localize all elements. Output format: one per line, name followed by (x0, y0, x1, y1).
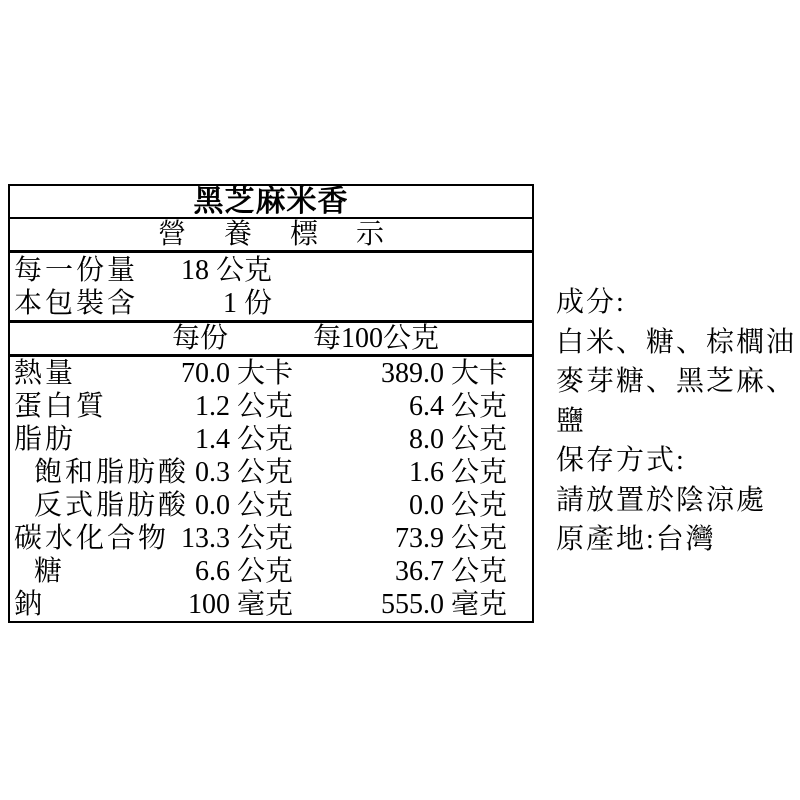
product-title-row (10, 186, 532, 219)
row-per-100g: 36.7 公克 (394, 555, 507, 587)
row-label: 飽和脂肪酸 (34, 456, 190, 488)
origin-line: 原產地:台灣 (556, 524, 716, 555)
row-label: 熱量 (14, 357, 77, 389)
servings-per-package-row (10, 288, 532, 323)
product-info-block (556, 283, 796, 560)
row-per-100g: 389.0 大卡 (380, 357, 507, 389)
row-protein (10, 390, 532, 423)
row-label: 脂肪 (14, 423, 77, 455)
row-per-100g: 8.0 公克 (408, 423, 507, 455)
ingredients-line: 鹽 (556, 405, 587, 437)
row-label: 反式脂肪酸 (34, 489, 190, 521)
row-saturated-fat (10, 456, 532, 489)
row-sodium (10, 588, 532, 621)
row-per-serving: 1.4 公克 (194, 423, 293, 455)
row-per-serving: 1.2 公克 (194, 390, 293, 422)
row-energy (10, 357, 532, 390)
row-per-serving: 6.6 公克 (194, 555, 293, 587)
row-per-serving: 0.0 公克 (194, 489, 293, 521)
row-trans-fat (10, 489, 532, 522)
row-fat (10, 423, 532, 456)
row-per-100g: 73.9 公克 (394, 522, 507, 554)
ingredients-line: 麥芽糖、黑芝麻、 (556, 366, 797, 397)
row-carbohydrate (10, 522, 532, 555)
row-per-serving: 70.0 大卡 (180, 357, 293, 389)
col-header-per-100g: 每100公克 (313, 322, 440, 354)
row-per-100g: 555.0 毫克 (380, 588, 507, 620)
row-per-serving: 100 毫克 (187, 588, 293, 620)
row-per-100g: 0.0 公克 (408, 489, 507, 521)
servings-label: 本包裝含 (14, 288, 139, 319)
ingredients-heading: 成分: (556, 287, 626, 318)
serving-size-value: 18 公克 (180, 254, 272, 286)
nutrition-facts-header-row (10, 219, 532, 253)
row-label: 蛋白質 (14, 390, 108, 422)
serving-size-label: 每一份量 (14, 254, 139, 286)
nutrition-table (8, 184, 534, 623)
row-per-serving: 13.3 公克 (180, 522, 293, 554)
row-per-100g: 1.6 公克 (408, 456, 507, 488)
column-header-row (10, 323, 532, 357)
row-label: 鈉 (14, 588, 46, 620)
product-title: 黑芝麻米香 (193, 184, 349, 218)
row-sugar (10, 555, 532, 588)
col-header-per-serving: 每份 (172, 322, 229, 354)
storage-heading: 保存方式: (556, 445, 686, 476)
storage-line: 請放置於陰涼處 (556, 484, 767, 516)
ingredients-line: 白米、糖、棕櫚油 (556, 326, 797, 358)
row-per-100g: 6.4 公克 (408, 390, 507, 422)
serving-size-row (10, 253, 532, 288)
row-label: 糖 (34, 555, 66, 587)
nutrition-facts-header: 營養標示 (157, 218, 422, 250)
servings-value: 1 份 (222, 288, 272, 319)
row-label: 碳水化合物 (14, 522, 170, 554)
row-per-serving: 0.3 公克 (194, 456, 293, 488)
